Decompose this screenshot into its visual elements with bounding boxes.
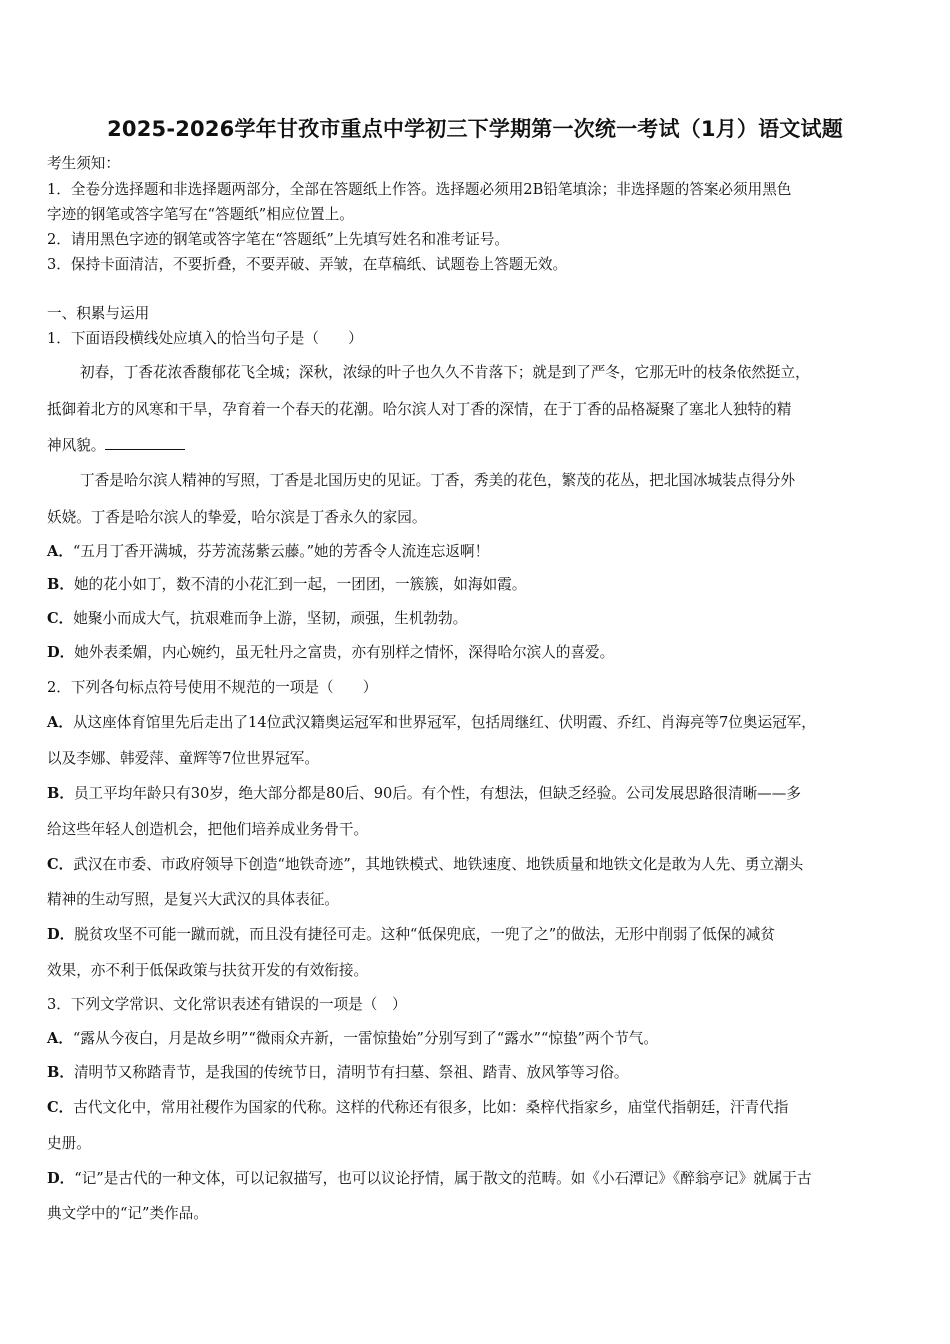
- question-1-stem: 1．下面语段横线处应填入的恰当句子是（ ）: [47, 330, 363, 347]
- question-3-stem: 3．下列文学常识、文化常识表述有错误的一项是（ ）: [47, 996, 407, 1013]
- q3-option-text: 典文学中的“记”类作品。: [47, 1205, 208, 1222]
- option-text: 员工平均年龄只有30岁，绝大部分都是80后、90后。有个性，有想法，但缺乏经验。公司发展思路很清晰——多: [73, 785, 801, 802]
- q1-passage-text: 神风貌。: [47, 437, 106, 454]
- option-text: “五月丁香开满城，芬芳流荡紫云藤。”她的芳香令人流连忘返啊！: [72, 543, 490, 560]
- option-label: C．: [47, 1099, 74, 1116]
- q2-option-d[interactable]: [47, 923, 775, 944]
- option-text: 脱贫攻坚不可能一蹴而就，而且没有捷径可走。这种“低保兜底，一兜了之”的做法，无形中削弱了低保的减贫: [74, 926, 776, 943]
- option-text: 她聚小而成大气，抗艰难而争上游，坚韧，顽强，生机勃勃。: [73, 610, 468, 627]
- notice-item: 字迹的钢笔或答字笔写在“答题纸”相应位置上。: [47, 206, 354, 223]
- q2-option-c[interactable]: [47, 853, 803, 874]
- option-text: 从这座体育馆里先后走出了14位武汉籍奥运冠军和世界冠军，包括周继红、伏明霞、乔红、肖海亮等7位奥运冠军，: [72, 714, 816, 731]
- section-heading: 一、积累与运用: [47, 305, 150, 322]
- option-label: B．: [47, 576, 74, 593]
- q3-option-text: 史册。: [47, 1135, 91, 1152]
- q2-option-text: 效果，亦不利于低保政策与扶贫开发的有效衔接。: [47, 962, 369, 979]
- option-label: B．: [47, 1064, 74, 1081]
- q2-option-b[interactable]: [47, 782, 801, 803]
- q2-option-text: 以及李娜、韩爱萍、童辉等7位世界冠军。: [47, 750, 319, 767]
- option-text: 清明节又称踏青节，是我国的传统节日，清明节有扫墓、祭祖、踏青、放风筝等习俗。: [73, 1064, 629, 1081]
- q1-option-a[interactable]: [47, 540, 489, 561]
- option-label: B．: [47, 785, 74, 802]
- q1-passage-line: 抵御着北方的风寒和干旱，孕育着一个春天的花潮。哈尔滨人对丁香的深情，在于丁香的品格凝聚了塞北人独特的精: [47, 401, 792, 418]
- q3-option-b[interactable]: [47, 1061, 629, 1082]
- option-text: 她的花小如丁，数不清的小花汇到一起，一团团，一簇簇，如海如霞。: [73, 576, 527, 593]
- option-text: 古代文化中，常用社稷作为国家的代称。这样的代称还有很多，比如：桑梓代指家乡，庙堂代指朝廷，汗青代指: [73, 1099, 789, 1116]
- option-label: C．: [47, 610, 74, 627]
- option-label: D．: [47, 644, 75, 661]
- q1-passage-line: 妖娆。丁香是哈尔滨人的挚爱，哈尔滨是丁香永久的家园。: [47, 509, 427, 526]
- notice-heading: 考生须知：: [47, 155, 120, 172]
- option-text: “露从今夜白，月是故乡明”“微雨众卉新，一雷惊蛰始”分别写到了“露水”“惊蛰”两个节气。: [72, 1030, 658, 1047]
- q3-option-a[interactable]: [47, 1027, 658, 1048]
- q1-passage-line: 丁香是哈尔滨人精神的写照，丁香是北国历史的见证。丁香，秀美的花色，繁茂的花丛，把北国冰城装点得分外: [80, 472, 796, 489]
- answer-blank: [105, 436, 185, 450]
- q2-option-text: 给这些年轻人创造机会，把他们培养成业务骨干。: [47, 821, 369, 838]
- q3-option-c[interactable]: [47, 1096, 788, 1117]
- q1-option-c[interactable]: [47, 607, 467, 628]
- q3-option-d[interactable]: [47, 1167, 812, 1188]
- option-text: 武汉在市委、市政府领导下创造“地铁奇迹”，其地铁模式、地铁速度、地铁质量和地铁文化是敢为人先、勇立潮头: [73, 856, 804, 873]
- q2-option-text: 精神的生动写照，是复兴大武汉的具体表征。: [47, 891, 339, 908]
- option-text: 她外表柔媚，内心婉约，虽无牡丹之富贵，亦有别样之情怀，深得哈尔滨人的喜爱。: [74, 644, 615, 661]
- option-label: A．: [47, 1030, 73, 1047]
- option-label: A．: [47, 714, 73, 731]
- q1-passage-line: [47, 434, 185, 455]
- option-label: A．: [47, 543, 73, 560]
- notice-item: 1．全卷分选择题和非选择题两部分，全部在答题纸上作答。选择题必须用2B铅笔填涂；非选择题的答案必须用黑色: [47, 181, 792, 198]
- q2-option-a[interactable]: [47, 711, 816, 732]
- option-label: C．: [47, 856, 74, 873]
- option-label: D．: [47, 1170, 75, 1187]
- question-2-stem: 2．下列各句标点符号使用不规范的一项是（ ）: [47, 679, 378, 696]
- q1-option-b[interactable]: [47, 573, 526, 594]
- notice-item: 2．请用黑色字迹的钢笔或答字笔在“答题纸”上先填写姓名和准考证号。: [47, 231, 510, 248]
- q1-option-d[interactable]: [47, 641, 614, 662]
- page-title: 2025-2026学年甘孜市重点中学初三下学期第一次统一考试（1月）语文试题: [107, 117, 843, 141]
- notice-item: 3．保持卡面清洁，不要折叠，不要弄破、弄皱，在草稿纸、试题卷上答题无效。: [47, 256, 568, 273]
- q1-passage-line: 初春，丁香花浓香馥郁花飞全城；深秋，浓绿的叶子也久久不肯落下；就是到了严冬，它那无叶的枝条依然挺立，: [80, 364, 810, 381]
- option-label: D．: [47, 926, 75, 943]
- option-text: “记”是古代的一种文体，可以记叙描写，也可以议论抒情，属于散文的范畴。如《小石潭记》《醉翁亭记》就属于古: [74, 1170, 812, 1187]
